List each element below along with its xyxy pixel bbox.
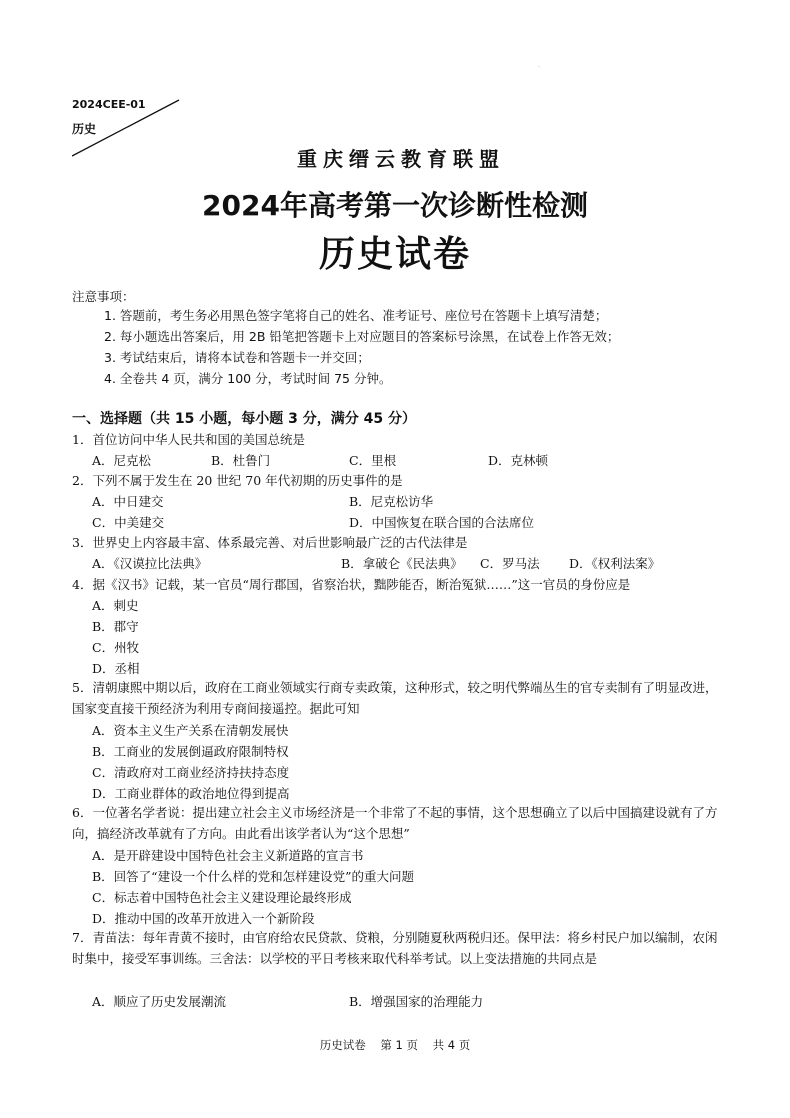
option: A．中日建交 bbox=[92, 494, 164, 509]
footer-subject: 历史试卷 bbox=[319, 1038, 366, 1052]
question-stem: 3．世界史上内容最丰富、体系最完善、对后世影响最广泛的古代法律是 bbox=[72, 535, 468, 550]
option: B．增强国家的治理能力 bbox=[349, 994, 484, 1009]
question-stem: 7．青苗法：每年青黄不接时，由官府给农民贷款、贷粮，分别随夏秋两税归还。保甲法：将乡村民户加以编制，农闲时集中，接受军事训练。三舍法：以学校的平日考核来取代科举考试。以上变法措施的共同点是 bbox=[72, 930, 718, 966]
option: D．中国恢复在联合国的合法席位 bbox=[349, 515, 535, 530]
footer-total-pages: 4 bbox=[447, 1038, 456, 1052]
option: C．州牧 bbox=[92, 640, 140, 655]
option: A．资本主义生产关系在清朝发展快 bbox=[92, 723, 289, 738]
option: D．推动中国的改革开放进入一个新阶段 bbox=[92, 911, 315, 926]
option: D．工商业群体的政治地位得到提高 bbox=[92, 786, 290, 801]
option: B．杜鲁门 bbox=[211, 453, 271, 468]
exam-code: 2024CEE-01 bbox=[72, 98, 146, 111]
footer-total-prefix: 共 bbox=[432, 1038, 445, 1052]
option: D．克林顿 bbox=[488, 453, 549, 468]
option: B．回答了“建设一个什么样的党和怎样建设党”的重大问题 bbox=[92, 869, 414, 884]
scan-dot: . bbox=[538, 62, 540, 69]
question-stem: 2．下列不属于发生在 20 世纪 70 年代初期的历史事件的是 bbox=[72, 473, 403, 488]
footer-page-prefix: 第 bbox=[380, 1038, 392, 1052]
question-stem: 5．清朝康熙中期以后，政府在工商业领域实行商专卖政策，这种形式，较之明代弊端丛生的官专卖制有了明显改进，国家变直接干预经济为利用专商间接遥控。据此可知 bbox=[72, 680, 718, 716]
option: C．罗马法 bbox=[480, 556, 540, 571]
notice-heading: 注意事项： bbox=[72, 289, 135, 304]
option: D．丞相 bbox=[92, 661, 140, 676]
union-name: 重庆缙云教育联盟 bbox=[297, 147, 505, 171]
page-footer bbox=[0, 1037, 790, 1053]
option: B．工商业的发展倒逼政府限制特权 bbox=[92, 744, 289, 759]
question-stem: 4．据《汉书》记载，某一官员“周行郡国，省察治状，黜陟能否，断治冤狱……”这一官员的身份应是 bbox=[72, 577, 631, 592]
question-stem: 6．一位著名学者说：提出建立社会主义市场经济是一个非常了不起的事情，这个思想确立了以后中国搞建设就有了方向，搞经济改革就有了方向。由此看出该学者认为“这个思想” bbox=[72, 805, 718, 841]
option: C．标志着中国特色社会主义建设理论最终形成 bbox=[92, 890, 352, 905]
footer-total-suffix: 页 bbox=[458, 1038, 471, 1052]
subject-label: 历史 bbox=[72, 122, 97, 136]
footer-page-suffix: 页 bbox=[406, 1038, 418, 1052]
exam-title: 2024年高考第一次诊断性检测 bbox=[202, 189, 588, 222]
option: D．《权利法案》 bbox=[569, 556, 661, 571]
option: A．尼克松 bbox=[92, 453, 152, 468]
paper-title: 历史试卷 bbox=[318, 234, 471, 275]
notice-item: 3. 考试结束后，请将本试卷和答题卡一并交回； bbox=[104, 350, 370, 365]
question-stem: 1．首位访问中华人民共和国的美国总统是 bbox=[72, 432, 305, 447]
option: B．拿破仑《民法典》 bbox=[341, 556, 463, 571]
footer-page-number: 1 bbox=[395, 1038, 403, 1052]
notice-item: 1. 答题前，考生务必用黑色签字笔将自己的姓名、准考证号、座位号在答题卡上填写清楚； bbox=[104, 308, 608, 323]
option: C．清政府对工商业经济持扶持态度 bbox=[92, 765, 290, 780]
section-title: 一、选择题（共 15 小题，每小题 3 分，满分 45 分） bbox=[72, 411, 416, 427]
option: A．刺史 bbox=[92, 598, 139, 613]
option: C．中美建交 bbox=[92, 515, 165, 530]
notice-item: 4. 全卷共 4 页，满分 100 分，考试时间 75 分钟。 bbox=[104, 371, 392, 386]
option: A．是开辟建设中国特色社会主义新道路的宣言书 bbox=[92, 848, 364, 863]
notice-item: 2. 每小题选出答案后，用 2B 铅笔把答题卡上对应题目的答案标号涂黑，在试卷上作答无效； bbox=[104, 329, 620, 344]
option: A．《汉谟拉比法典》 bbox=[92, 556, 208, 571]
option: B．尼克松访华 bbox=[349, 494, 434, 509]
option: C．里根 bbox=[349, 453, 397, 468]
option: A．顺应了历史发展潮流 bbox=[92, 994, 227, 1009]
option: B．郡守 bbox=[92, 619, 139, 634]
